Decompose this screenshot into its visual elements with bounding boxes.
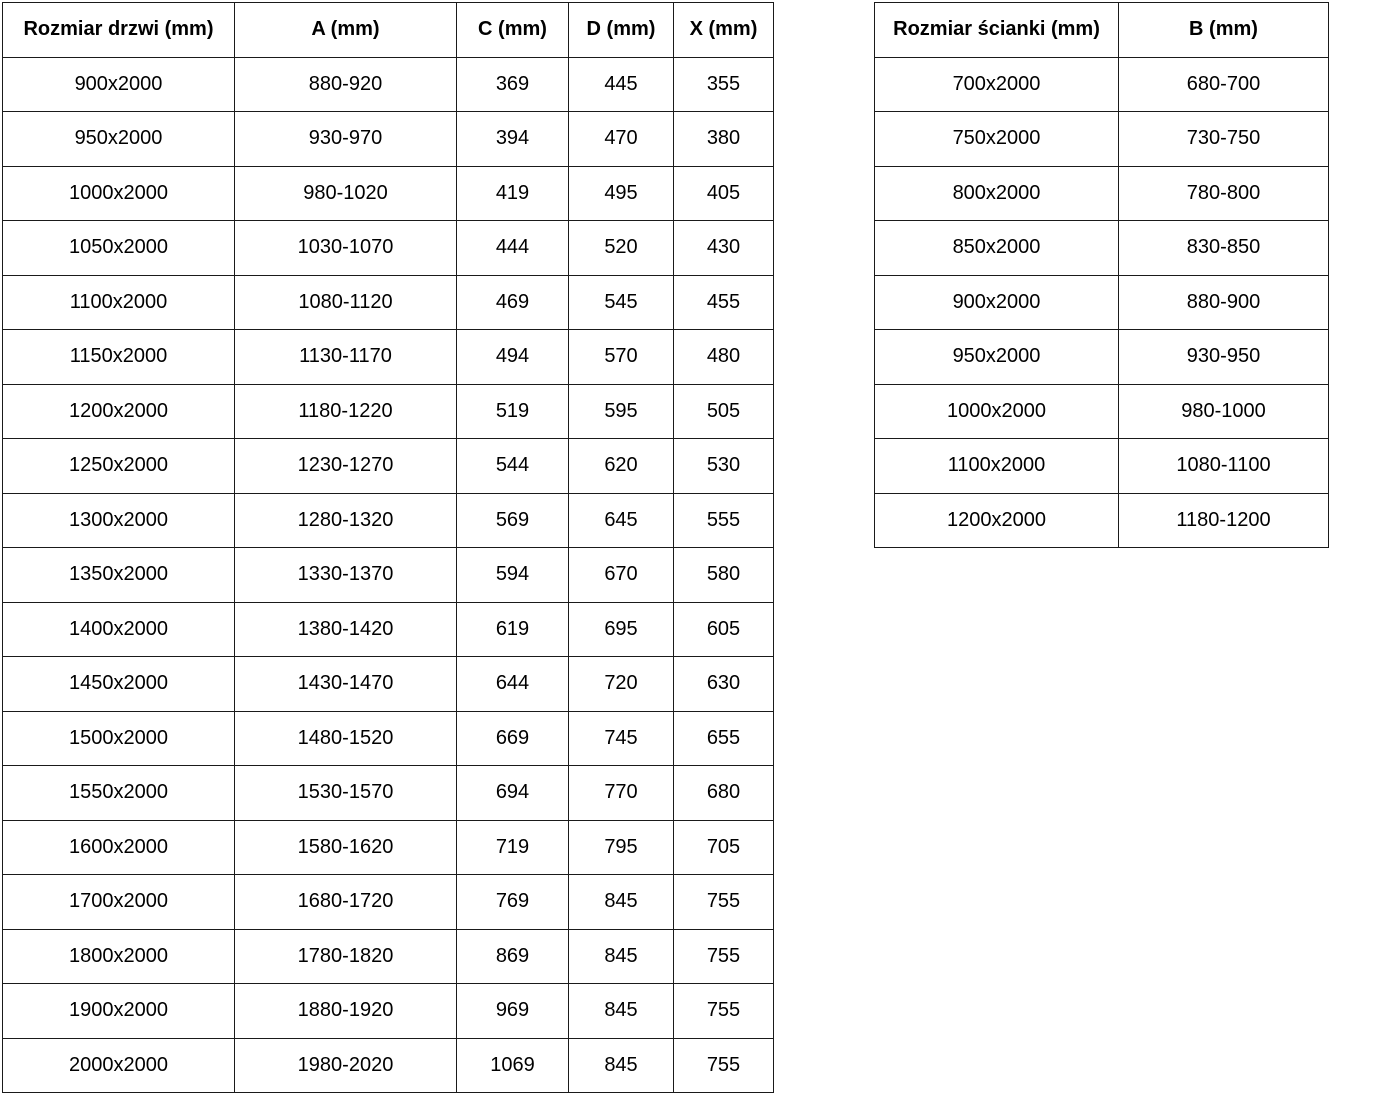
cell-size: 1450x2000 bbox=[3, 657, 235, 712]
cell-d: 845 bbox=[569, 875, 674, 930]
cell-size: 850x2000 bbox=[875, 221, 1119, 276]
cell-a: 1130-1170 bbox=[235, 330, 457, 385]
cell-x: 755 bbox=[674, 1038, 774, 1093]
cell-size: 950x2000 bbox=[875, 330, 1119, 385]
table-row bbox=[3, 112, 774, 167]
table-row bbox=[875, 384, 1329, 439]
cell-c: 644 bbox=[457, 657, 569, 712]
cell-b: 730-750 bbox=[1119, 112, 1329, 167]
cell-size: 800x2000 bbox=[875, 166, 1119, 221]
cell-size: 750x2000 bbox=[875, 112, 1119, 167]
cell-c: 669 bbox=[457, 711, 569, 766]
cell-size: 1050x2000 bbox=[3, 221, 235, 276]
table-row bbox=[3, 57, 774, 112]
table-header-row bbox=[3, 3, 774, 58]
cell-d: 845 bbox=[569, 1038, 674, 1093]
cell-a: 1680-1720 bbox=[235, 875, 457, 930]
table-header-row bbox=[875, 3, 1329, 58]
cell-size: 700x2000 bbox=[875, 57, 1119, 112]
table-row bbox=[3, 439, 774, 494]
cell-a: 1980-2020 bbox=[235, 1038, 457, 1093]
table-row bbox=[3, 548, 774, 603]
cell-b: 830-850 bbox=[1119, 221, 1329, 276]
table-row bbox=[3, 929, 774, 984]
table-row bbox=[3, 384, 774, 439]
cell-b: 1080-1100 bbox=[1119, 439, 1329, 494]
cell-x: 655 bbox=[674, 711, 774, 766]
cell-size: 1900x2000 bbox=[3, 984, 235, 1039]
cell-x: 405 bbox=[674, 166, 774, 221]
column-header: Rozmiar ścianki (mm) bbox=[875, 3, 1119, 58]
table-row bbox=[3, 602, 774, 657]
cell-size: 1100x2000 bbox=[875, 439, 1119, 494]
cell-c: 1069 bbox=[457, 1038, 569, 1093]
cell-size: 1000x2000 bbox=[875, 384, 1119, 439]
cell-size: 1800x2000 bbox=[3, 929, 235, 984]
table-row bbox=[3, 275, 774, 330]
cell-x: 755 bbox=[674, 984, 774, 1039]
cell-c: 619 bbox=[457, 602, 569, 657]
cell-a: 1030-1070 bbox=[235, 221, 457, 276]
table-row bbox=[875, 275, 1329, 330]
cell-x: 630 bbox=[674, 657, 774, 712]
cell-d: 620 bbox=[569, 439, 674, 494]
cell-a: 1080-1120 bbox=[235, 275, 457, 330]
doors-dimensions-table bbox=[2, 2, 774, 1093]
table-row bbox=[875, 330, 1329, 385]
column-header: B (mm) bbox=[1119, 3, 1329, 58]
cell-x: 705 bbox=[674, 820, 774, 875]
cell-x: 555 bbox=[674, 493, 774, 548]
column-header: D (mm) bbox=[569, 3, 674, 58]
cell-d: 720 bbox=[569, 657, 674, 712]
cell-c: 394 bbox=[457, 112, 569, 167]
cell-d: 570 bbox=[569, 330, 674, 385]
table-row bbox=[875, 493, 1329, 548]
cell-a: 1580-1620 bbox=[235, 820, 457, 875]
cell-d: 470 bbox=[569, 112, 674, 167]
cell-c: 869 bbox=[457, 929, 569, 984]
cell-b: 880-900 bbox=[1119, 275, 1329, 330]
cell-c: 469 bbox=[457, 275, 569, 330]
column-header: X (mm) bbox=[674, 3, 774, 58]
table-row bbox=[3, 820, 774, 875]
cell-size: 1400x2000 bbox=[3, 602, 235, 657]
cell-size: 900x2000 bbox=[875, 275, 1119, 330]
cell-a: 1230-1270 bbox=[235, 439, 457, 494]
table-row bbox=[3, 984, 774, 1039]
cell-x: 455 bbox=[674, 275, 774, 330]
cell-d: 770 bbox=[569, 766, 674, 821]
cell-c: 444 bbox=[457, 221, 569, 276]
cell-c: 694 bbox=[457, 766, 569, 821]
cell-d: 595 bbox=[569, 384, 674, 439]
cell-x: 755 bbox=[674, 929, 774, 984]
table-row bbox=[3, 221, 774, 276]
cell-d: 845 bbox=[569, 984, 674, 1039]
cell-x: 580 bbox=[674, 548, 774, 603]
cell-b: 780-800 bbox=[1119, 166, 1329, 221]
table-row bbox=[875, 112, 1329, 167]
cell-a: 1430-1470 bbox=[235, 657, 457, 712]
cell-x: 680 bbox=[674, 766, 774, 821]
cell-a: 980-1020 bbox=[235, 166, 457, 221]
cell-d: 645 bbox=[569, 493, 674, 548]
cell-size: 1300x2000 bbox=[3, 493, 235, 548]
table-row bbox=[3, 1038, 774, 1093]
cell-c: 719 bbox=[457, 820, 569, 875]
cell-size: 1200x2000 bbox=[875, 493, 1119, 548]
cell-b: 680-700 bbox=[1119, 57, 1329, 112]
cell-c: 569 bbox=[457, 493, 569, 548]
table-row bbox=[3, 330, 774, 385]
cell-c: 544 bbox=[457, 439, 569, 494]
cell-c: 494 bbox=[457, 330, 569, 385]
cell-b: 930-950 bbox=[1119, 330, 1329, 385]
table-row bbox=[875, 166, 1329, 221]
cell-size: 1550x2000 bbox=[3, 766, 235, 821]
table-row bbox=[875, 221, 1329, 276]
cell-x: 480 bbox=[674, 330, 774, 385]
table-row bbox=[3, 166, 774, 221]
cell-x: 505 bbox=[674, 384, 774, 439]
cell-a: 1280-1320 bbox=[235, 493, 457, 548]
cell-d: 745 bbox=[569, 711, 674, 766]
cell-c: 969 bbox=[457, 984, 569, 1039]
table-row bbox=[3, 493, 774, 548]
table-row bbox=[3, 766, 774, 821]
cell-d: 795 bbox=[569, 820, 674, 875]
cell-d: 545 bbox=[569, 275, 674, 330]
cell-x: 755 bbox=[674, 875, 774, 930]
cell-a: 1530-1570 bbox=[235, 766, 457, 821]
column-header: C (mm) bbox=[457, 3, 569, 58]
cell-size: 950x2000 bbox=[3, 112, 235, 167]
wall-dimensions-table bbox=[874, 2, 1329, 548]
cell-d: 445 bbox=[569, 57, 674, 112]
table-row bbox=[3, 657, 774, 712]
table-row bbox=[875, 57, 1329, 112]
cell-x: 430 bbox=[674, 221, 774, 276]
table-row bbox=[3, 875, 774, 930]
cell-a: 880-920 bbox=[235, 57, 457, 112]
cell-d: 695 bbox=[569, 602, 674, 657]
cell-d: 495 bbox=[569, 166, 674, 221]
cell-size: 900x2000 bbox=[3, 57, 235, 112]
cell-size: 1000x2000 bbox=[3, 166, 235, 221]
cell-x: 530 bbox=[674, 439, 774, 494]
wall-table-container bbox=[874, 2, 1329, 548]
cell-size: 1200x2000 bbox=[3, 384, 235, 439]
cell-a: 1480-1520 bbox=[235, 711, 457, 766]
column-header: A (mm) bbox=[235, 3, 457, 58]
cell-c: 419 bbox=[457, 166, 569, 221]
cell-size: 1600x2000 bbox=[3, 820, 235, 875]
cell-a: 1330-1370 bbox=[235, 548, 457, 603]
cell-a: 1880-1920 bbox=[235, 984, 457, 1039]
cell-a: 1380-1420 bbox=[235, 602, 457, 657]
cell-c: 594 bbox=[457, 548, 569, 603]
cell-size: 1500x2000 bbox=[3, 711, 235, 766]
table-row bbox=[3, 711, 774, 766]
cell-c: 369 bbox=[457, 57, 569, 112]
table-row bbox=[875, 439, 1329, 494]
cell-size: 1100x2000 bbox=[3, 275, 235, 330]
cell-x: 380 bbox=[674, 112, 774, 167]
cell-size: 1150x2000 bbox=[3, 330, 235, 385]
cell-d: 670 bbox=[569, 548, 674, 603]
cell-x: 355 bbox=[674, 57, 774, 112]
cell-size: 1700x2000 bbox=[3, 875, 235, 930]
cell-x: 605 bbox=[674, 602, 774, 657]
cell-c: 519 bbox=[457, 384, 569, 439]
cell-d: 520 bbox=[569, 221, 674, 276]
cell-c: 769 bbox=[457, 875, 569, 930]
cell-size: 1350x2000 bbox=[3, 548, 235, 603]
cell-b: 980-1000 bbox=[1119, 384, 1329, 439]
cell-a: 1780-1820 bbox=[235, 929, 457, 984]
cell-size: 2000x2000 bbox=[3, 1038, 235, 1093]
cell-size: 1250x2000 bbox=[3, 439, 235, 494]
column-header: Rozmiar drzwi (mm) bbox=[3, 3, 235, 58]
cell-a: 930-970 bbox=[235, 112, 457, 167]
cell-b: 1180-1200 bbox=[1119, 493, 1329, 548]
cell-a: 1180-1220 bbox=[235, 384, 457, 439]
cell-d: 845 bbox=[569, 929, 674, 984]
